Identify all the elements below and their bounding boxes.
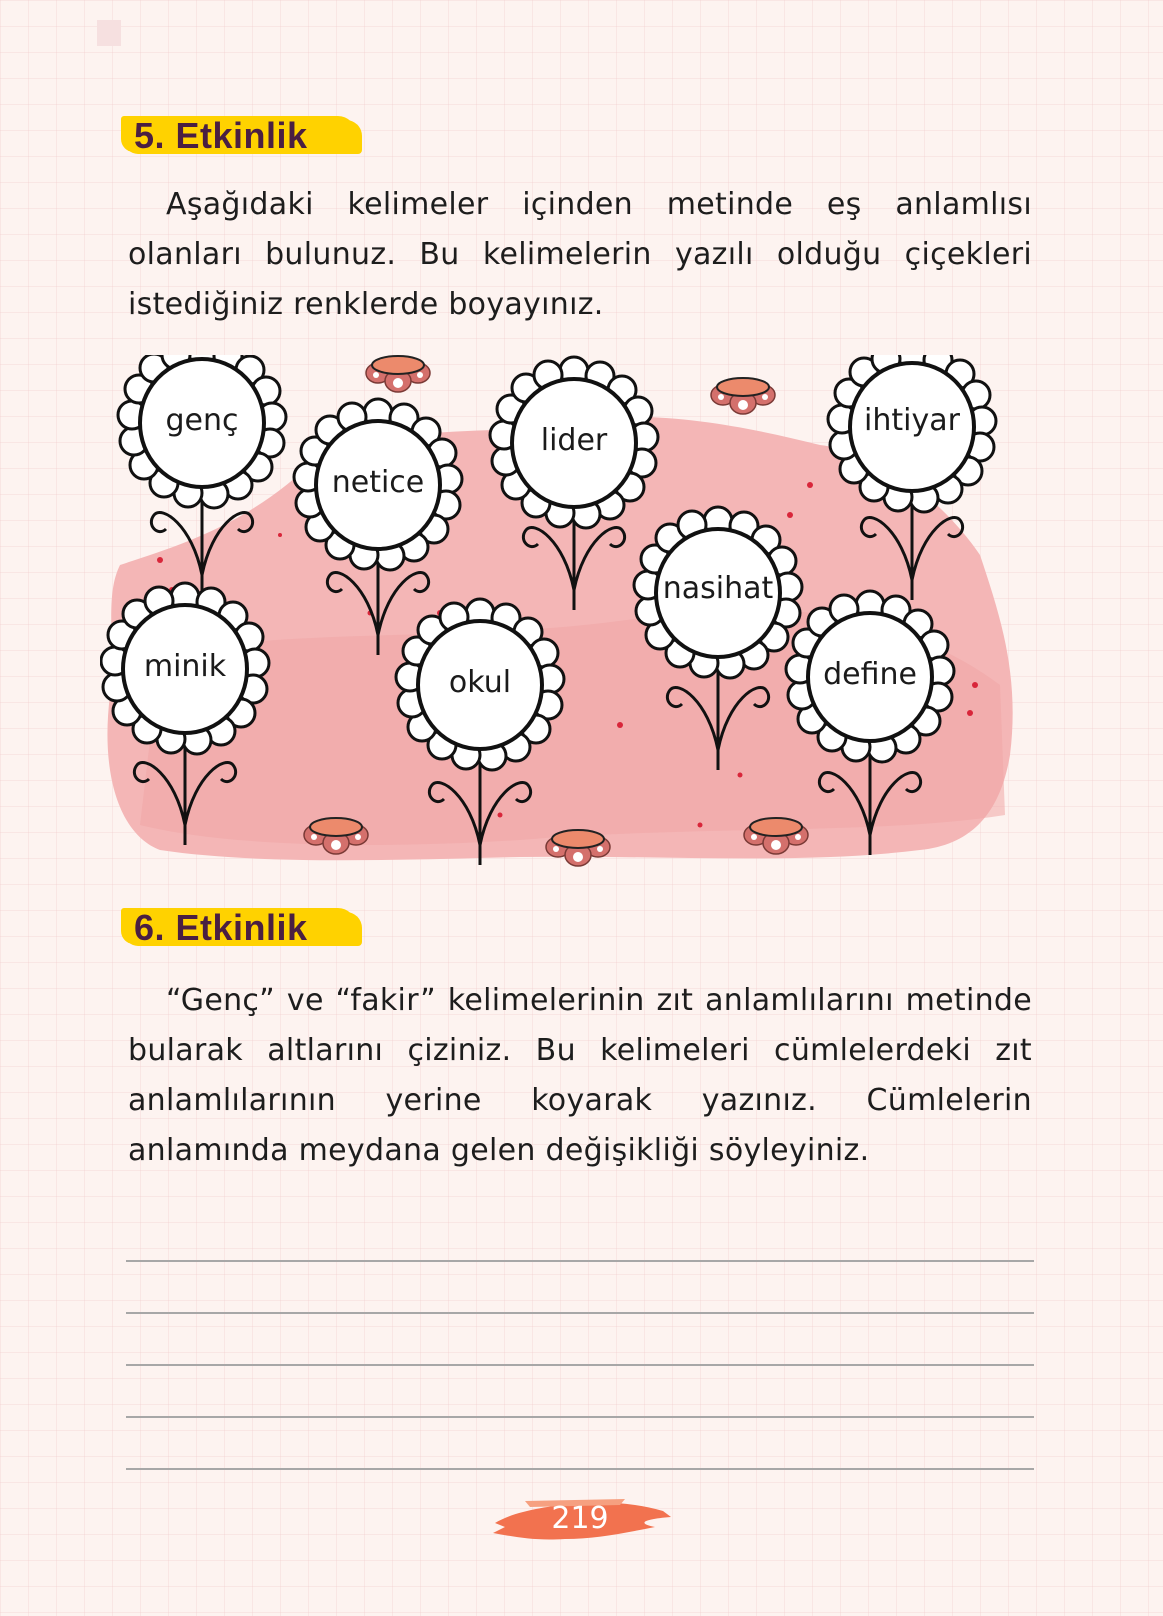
activity-5-heading (124, 110, 308, 162)
answer-line-4[interactable] (126, 1416, 1034, 1418)
page-number-badge (485, 1493, 675, 1545)
activity-5-instruction-text: Aşağıdaki kelimeler içinden metinde eş anlamlısı olanları bulunuz. Bu kelimelerin yazılı olduğu çiçekleri istediğiniz renklerde boyayınız. (128, 187, 1032, 322)
activity-5-title: 5. Etkinlik (134, 115, 308, 156)
activity-6-instruction-text: “Genç” ve “fakir” kelimelerinin zıt anlamlılarını metinde bularak altlarını çiziniz. Bu kelimeleri cümlelerdeki zıt anlamlılarının yerine koyarak yazınız. Cümlelerin anlamında meydana gelen değişikliği söyleyiniz. (128, 983, 1032, 1168)
answer-line-3[interactable] (126, 1364, 1034, 1366)
answer-line-2[interactable] (126, 1312, 1034, 1314)
corner-mark (97, 20, 121, 46)
activity-6-title: 6. Etkinlik (134, 907, 308, 948)
flower-garden-illustration: genç netice lider ihtiyar nasihat minik okul define (100, 355, 1030, 885)
activity-6-heading (124, 902, 308, 954)
answer-line-5[interactable] (126, 1468, 1034, 1470)
activity-6-instruction (128, 976, 1032, 1176)
page-number: 219 (551, 1501, 609, 1536)
answer-line-1[interactable] (126, 1260, 1034, 1262)
activity-5-instruction (128, 180, 1032, 330)
